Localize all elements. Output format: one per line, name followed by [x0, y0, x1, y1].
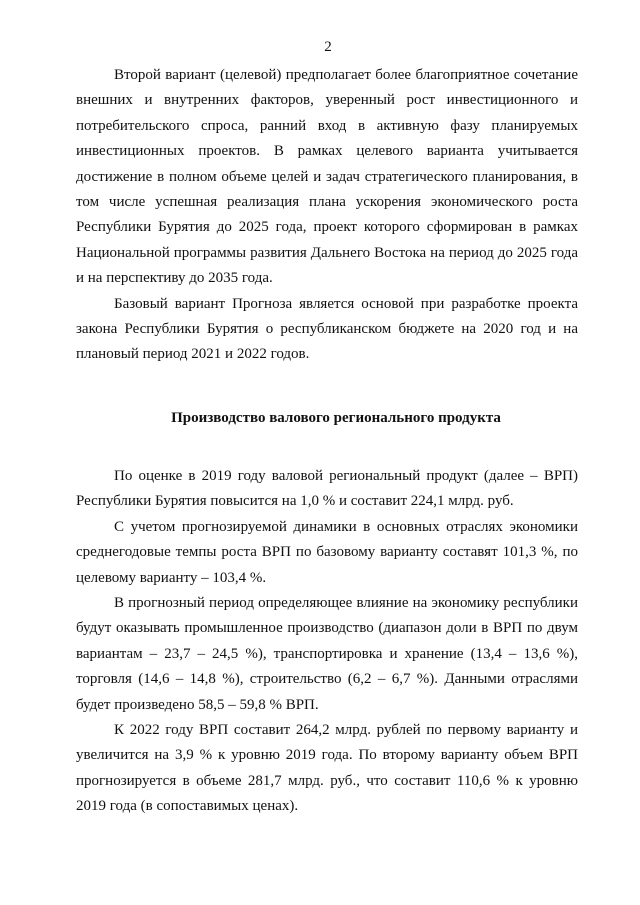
- paragraph-grp-estimate: По оценке в 2019 году валовой региональный продукт (далее – ВРП) Республики Бурятия повысится на 1,0 % и составит 224,1 млрд. руб.: [76, 467, 578, 510]
- paragraph-sector-shares: В прогнозный период определяющее влияние на экономику республики будут оказывать промышленное производство (диапазон доли в ВРП по двум вариантам – 23,7 – 24,5 %), транспортировка и хранение (13,4 – 13,6 %), торговля (14,6 – 14,8 %), строительство (6,2 – 6,7 %). Данными отраслями будет произведено 58,5 – 59,8 % ВРП.: [76, 594, 578, 713]
- section-heading: Производство валового регионального продукта: [171, 409, 501, 426]
- paragraph-target-variant: Второй вариант (целевой) предполагает более благоприятное сочетание внешних и внутренних факторов, уверенный рост инвестиционного и потребительского спроса, ранний вход в активную фазу планируемых инвестиционных проектов. В рамках целевого варианта учитывается достижение в полном объеме целей и задач стратегического планирования, в том числе успешная реализация плана ускорения экономического роста Республики Бурятия до 2025 года, проект которого сформирован в рамках Национальной программы развития Дальнего Востока на период до 2025 года и на перспективу до 2035 года.: [76, 67, 578, 287]
- spacer: [76, 368, 578, 408]
- paragraph-2022-forecast: К 2022 году ВРП составит 264,2 млрд. рублей по первому варианту и увеличится на 3,9 % к уровню 2019 года. По второму варианту объем ВРП прогнозируется в объеме 281,7 млрд. руб., что составит 110,6 % к уровню 2019 года (в сопоставимых ценах).: [76, 721, 578, 815]
- document-body: [76, 63, 578, 820]
- paragraph-base-variant: Базовый вариант Прогноза является основой при разработке проекта закона Республики Бурятия о республиканском бюджете на 2020 год и на плановый период 2021 и 2022 годов.: [76, 295, 578, 363]
- page-number: 2: [324, 39, 332, 55]
- paragraph-growth-rates: С учетом прогнозируемой динамики в основных отраслях экономики среднегодовые темпы роста ВРП по базовому варианту составят 101,3 %, по целевому варианту – 103,4 %.: [76, 518, 578, 586]
- spacer: [76, 428, 578, 464]
